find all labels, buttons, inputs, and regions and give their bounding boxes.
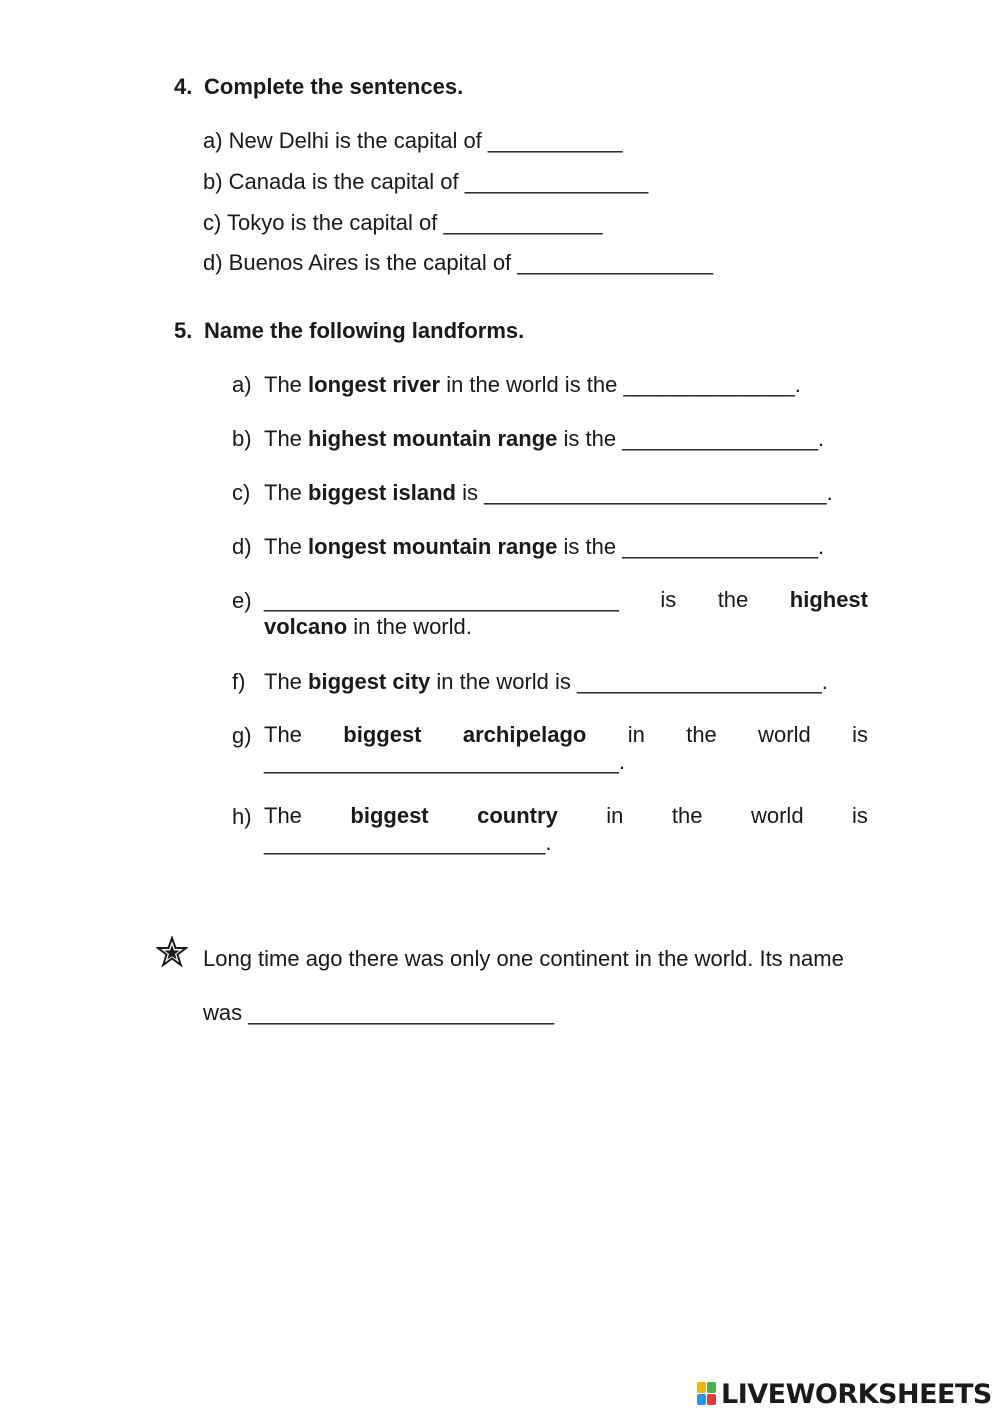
item-d-label: d): [232, 534, 252, 559]
section-5-heading: [174, 318, 524, 344]
item-f-text: [264, 669, 828, 695]
section-5-title: Name the following landforms.: [204, 318, 525, 343]
section-4-item-b: b) Canada is the capital of _______________: [203, 169, 649, 194]
item-h-word: in: [606, 803, 624, 828]
item-b-post: is the ________________.: [557, 426, 825, 451]
section-4-title: Complete the sentences.: [204, 74, 464, 99]
section-4-item-c: c) Tokyo is the capital of _____________: [203, 210, 603, 235]
item-g-word: the: [686, 722, 717, 747]
item-b-pre: The: [264, 426, 309, 451]
item-g-word: is: [852, 722, 868, 747]
bonus-line-2: was _________________________: [203, 1000, 555, 1025]
item-f-post: in the world is ____________________.: [430, 669, 828, 694]
item-d-text: [264, 534, 824, 560]
item-c-bold: biggest island: [308, 480, 456, 505]
item-a-bold: longest river: [308, 372, 441, 397]
item-d-pre: The: [264, 534, 309, 559]
section-4-heading: [174, 74, 463, 100]
item-b-text: [264, 426, 824, 452]
item-h-bold: biggest: [350, 803, 429, 828]
item-g-label: g): [232, 723, 252, 748]
item-h-line-1: [264, 802, 868, 829]
item-g-text: [264, 721, 868, 775]
item-g-line-2: _____________________________.: [264, 749, 625, 774]
item-e-rest: in the world.: [347, 614, 472, 639]
item-h-label: h): [232, 804, 252, 829]
item-g-bold: archipelago: [462, 722, 587, 747]
item-d-bold: longest mountain range: [308, 534, 558, 559]
bonus-line-1: Long time ago there was only one continent in the world. Its name: [203, 946, 844, 971]
section-4-number: 4.: [174, 74, 193, 99]
liveworksheets-logo: [697, 1378, 992, 1410]
star-icon: [156, 936, 188, 974]
item-g-word: in: [627, 722, 645, 747]
item-h-bold: country: [477, 803, 558, 828]
item-f-label: f): [232, 669, 246, 694]
item-e-blank: _____________________________: [264, 587, 619, 612]
item-b-bold: highest mountain range: [308, 426, 558, 451]
item-h-line-2: _______________________.: [264, 830, 552, 855]
item-e-label: e): [232, 588, 252, 613]
item-c-text: [264, 480, 833, 506]
logo-badge-icon: [697, 1382, 717, 1406]
section-4-item-d: d) Buenos Aires is the capital of ________________: [203, 250, 714, 275]
item-e-line-1: [264, 586, 868, 613]
item-b-label: b): [232, 426, 252, 451]
item-h-word: the: [671, 803, 703, 828]
item-e-text: [264, 586, 868, 640]
item-g-bold: biggest: [343, 722, 422, 747]
item-e-word: is: [660, 587, 677, 612]
item-g-word: The: [264, 722, 302, 747]
item-f-pre: The: [264, 669, 309, 694]
logo-text: LIVEWORKSHEETS: [721, 1378, 992, 1410]
item-g-line-1: [264, 721, 868, 748]
item-f-bold: biggest city: [308, 669, 431, 694]
item-a-pre: The: [264, 372, 309, 397]
item-e-bold-2: volcano: [264, 614, 348, 639]
item-a-post: in the world is the ______________.: [440, 372, 801, 397]
item-a-text: [264, 372, 801, 398]
item-g-word: world: [758, 722, 811, 747]
item-d-post: is the ________________.: [557, 534, 825, 559]
item-e-line-2: [264, 613, 868, 640]
item-c-label: c): [232, 480, 251, 505]
section-5-number: 5.: [174, 318, 193, 343]
item-c-pre: The: [264, 480, 309, 505]
item-e-bold: highest: [789, 587, 868, 612]
item-h-word: is: [852, 803, 868, 828]
item-h-word: world: [750, 803, 804, 828]
item-e-word: the: [717, 587, 749, 612]
item-a-label: a): [232, 372, 252, 397]
item-h-text: [264, 802, 868, 856]
item-c-post: is ____________________________.: [455, 480, 833, 505]
section-4-item-a: a) New Delhi is the capital of ___________: [203, 128, 623, 153]
item-h-word: The: [264, 803, 302, 828]
